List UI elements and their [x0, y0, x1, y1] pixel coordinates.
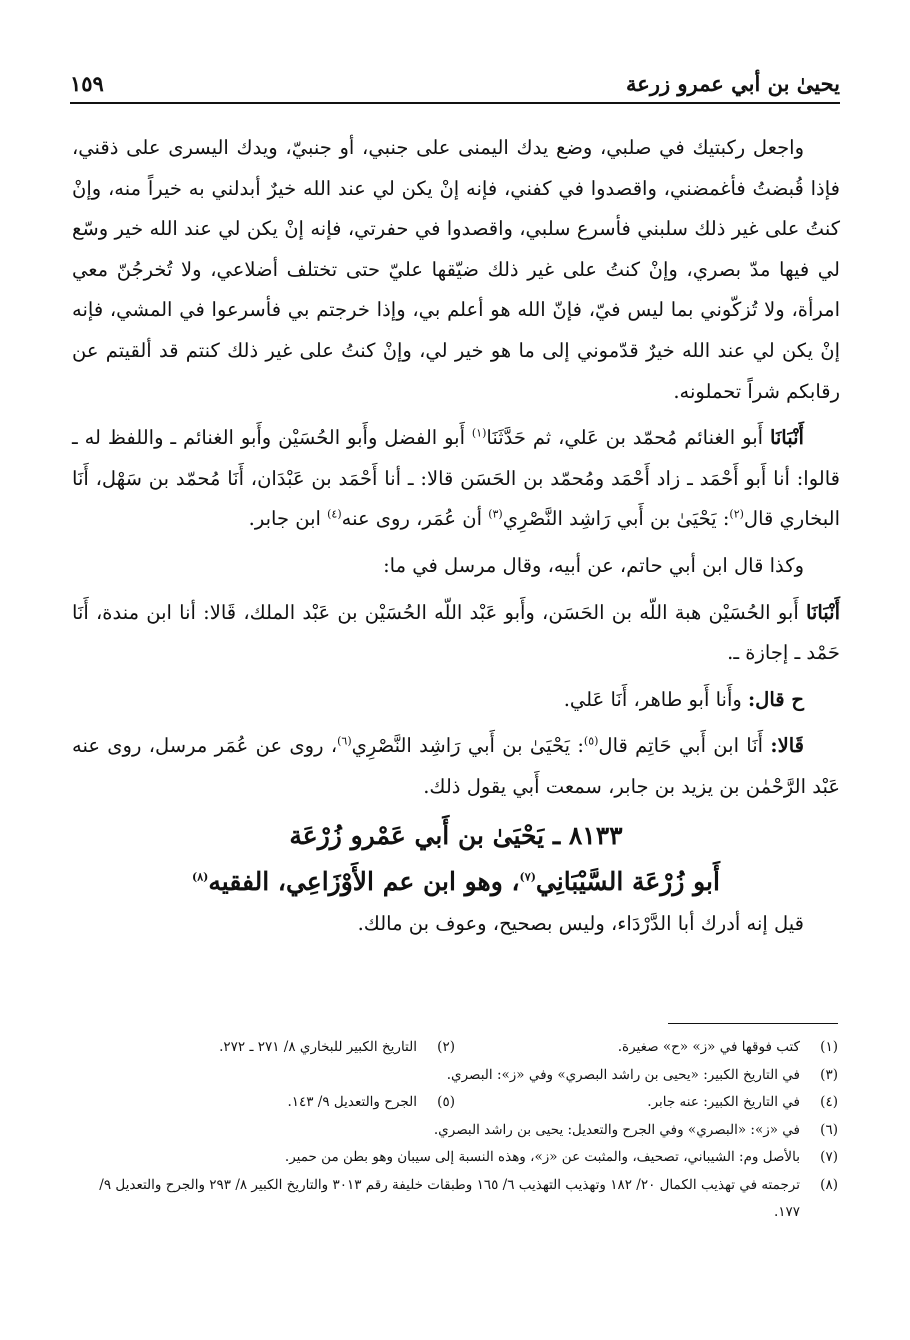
paragraph-lead: ح قال:	[747, 687, 804, 711]
running-head: يحيىٰ بن أبي عمرو زرعة	[626, 71, 840, 96]
footnote-text: الجرح والتعديل ٩/ ١٤٣.	[287, 1094, 417, 1110]
paragraph-text: أَبو الحُسَيْن هبة اللّه بن الحَسَن، وأَبو عَبْد اللّه الحُسَيْن بن عَبْد الملك، قَالا: أنا ابن مندة، أَنَا حَمْد ـ إجازة ـ.	[72, 600, 840, 665]
footnote-item	[72, 1144, 838, 1172]
footnote-number: (١)	[820, 1039, 838, 1055]
paragraph-text: أَنَا ابن أَبي حَاتِم قال	[598, 734, 771, 758]
entry-subheading	[72, 860, 840, 904]
paragraph-isnad-3	[72, 680, 840, 721]
main-text	[72, 128, 840, 950]
footnote-row	[72, 1117, 838, 1145]
paragraph-lead: أَنْبَانَا	[805, 600, 840, 624]
footnote-text: في «ز»: «البصري» وفي الجرح والتعديل: يحيى بن راشد البصري.	[433, 1121, 800, 1138]
footnote-number: (٨)	[820, 1176, 838, 1193]
footnote-ref[interactable]: (٢)	[729, 507, 744, 521]
paragraph-text: ابن جابر.	[248, 507, 328, 531]
footnote-text: كتب فوقها في «ز» «ح» صغيرة.	[617, 1039, 800, 1055]
paragraph-isnad-1	[72, 418, 840, 540]
footnote-number: (٥)	[437, 1094, 455, 1110]
page-header	[70, 52, 840, 104]
footnote-ref[interactable]: (٧)	[519, 870, 536, 884]
footnote-divider	[668, 1023, 838, 1024]
footnote-item	[72, 1172, 838, 1227]
footnote-ref[interactable]: (٨)	[192, 870, 209, 884]
entry-heading: ٨١٣٣ ـ يَحْيَىٰ بن أَبي عَمْرو زُرْعَة	[289, 820, 623, 850]
paragraph-text: : يَحْيَىٰ بن أَبي رَاشِد النَّصْرِي	[351, 734, 584, 758]
footnote-ref[interactable]: (٤)	[327, 507, 342, 521]
entry-subheading-text: أَبو زُرْعَة السَّيْبَانِي	[535, 866, 720, 896]
footnote-row	[72, 1089, 838, 1117]
paragraph-text: أَبو الفضل وأَبو الحُسَيْن وأَبو الغنائم ـ واللفظ له ـ قالوا: أنا أَبو أَحْمَد ـ زاد أَحْمَد ومُحمّد بن الحَسَن قالا: ـ أنا أَحْمَد بن عَبْدَان، أَنَا مُحمّد بن سَهْل، أَنَا البخاري قال	[72, 426, 840, 531]
footnote-text: في التاريخ الكبير: عنه جابر.	[647, 1094, 800, 1110]
footnote-item	[72, 1062, 838, 1090]
footnote-row	[72, 1034, 838, 1062]
paragraph-text: ، روى عن عُمَر مرسل، روى عنه عَبْد الرَّحْمٰن بن يزيد بن جابر، سمعت أَبي يقول ذلك.	[72, 734, 840, 798]
footnote-text: التاريخ الكبير للبخاري ٨/ ٢٧١ ـ ٢٧٢.	[219, 1039, 417, 1055]
footnote-row	[72, 1062, 838, 1090]
footnote-row	[72, 1144, 838, 1172]
entry-body: قيل إنه أدرك أبا الدَّرْدَاء، وليس بصحيح، وعوف بن مالك.	[357, 911, 804, 935]
footnote-item	[72, 1089, 455, 1117]
paragraph-lead: أَنْبَانَا	[769, 426, 804, 450]
footnote-item	[455, 1034, 838, 1062]
footnote-ref[interactable]: (١)	[471, 426, 487, 440]
paragraph-note: وكذا قال ابن أبي حاتم، عن أبيه، وقال مرسل في ما:	[383, 553, 804, 577]
footnote-text: في التاريخ الكبير: «يحيى بن راشد البصري» وفي «ز»: البصري.	[446, 1066, 800, 1083]
footnote-item	[72, 1034, 455, 1062]
entry-subheading-text: ، وهو ابن عم الأَوْزَاعِي، الفقيه	[208, 866, 520, 896]
footnote-item	[72, 1117, 838, 1145]
footnote-number: (٣)	[820, 1066, 838, 1083]
paragraph-text: : يَحْيَىٰ بن أَبي رَاشِد النَّصْرِي	[502, 507, 730, 531]
paragraph-text: أَبو الغنائم مُحمّد بن عَلي، ثم حَدَّثَنَا	[486, 426, 770, 450]
paragraph-text: وأَنا أَبو طاهر، أَنَا عَلي.	[563, 687, 748, 711]
footnote-text: بالأصل وم: الشيباني، تصحيف، والمثبت عن «ز»، وهذه النسبة إلى سيبان وهو بطن من حمير.	[284, 1149, 800, 1165]
footnote-text: ترجمته في تهذيب الكمال ٢٠/ ١٨٢ وتهذيب التهذيب ٦/ ١٦٥ وطبقات خليفة رقم ٣٠١٣ والتاريخ الكبير ٨/ ٢٩٣ والجرح والتعديل ٩/ ١٧٧.	[99, 1176, 800, 1220]
paragraph-lead: قَالا:	[770, 734, 805, 758]
footnote-row	[72, 1172, 838, 1227]
footnote-ref[interactable]: (٦)	[337, 734, 352, 748]
footnote-number: (٦)	[820, 1121, 838, 1138]
footnote-number: (٤)	[820, 1094, 838, 1110]
footnotes	[72, 1034, 838, 1227]
footnote-number: (٧)	[820, 1149, 838, 1165]
page-number: ١٥٩	[70, 71, 104, 96]
footnote-ref[interactable]: (٥)	[583, 734, 599, 748]
paragraph-isnad-2	[72, 593, 840, 674]
paragraph-isnad-4	[72, 726, 840, 807]
paragraph-text: أن عُمَر، روى عنه	[341, 507, 489, 531]
footnote-ref[interactable]: (٣)	[488, 507, 503, 521]
footnote-number: (٢)	[437, 1039, 455, 1055]
footnote-item	[455, 1089, 838, 1117]
paragraph-continuation: واجعل ركبتيك في صلبي، وضع يدك اليمنى على جنبي، أو جنبيّ، ويدك اليسرى على ذقني، فإذا قُبضتُ فأغمضني، واقصدوا في كفني، فإنه إنْ يكن لي عند الله خيرٌ أبدلني به خيراً منه، وإنْ كنتُ على غير ذلك سلبني فأسرع سلبي، واقصدوا في حفرتي، فإنه إنْ يكن لي عند الله خير وسّع لي فيها مدّ بصري، وإنْ كنتُ على غير ذلك ضيّقها عليّ حتى تختلف أضلاعي، ولا تُخرجُنّ معي امرأة، ولا تُزكّوني بما ليس فيّ، فإنّ الله هو أعلم بي، وإذا خرجتم بي فأسرعوا في المشي، فإنه إنْ يكن لي عند الله خيرٌ قدّموني إلى ما هو خير لي، وإنْ كنتُ على غير ذلك كنتم قد ألقيتم عن رقابكم شراً تحملونه.	[72, 136, 840, 403]
